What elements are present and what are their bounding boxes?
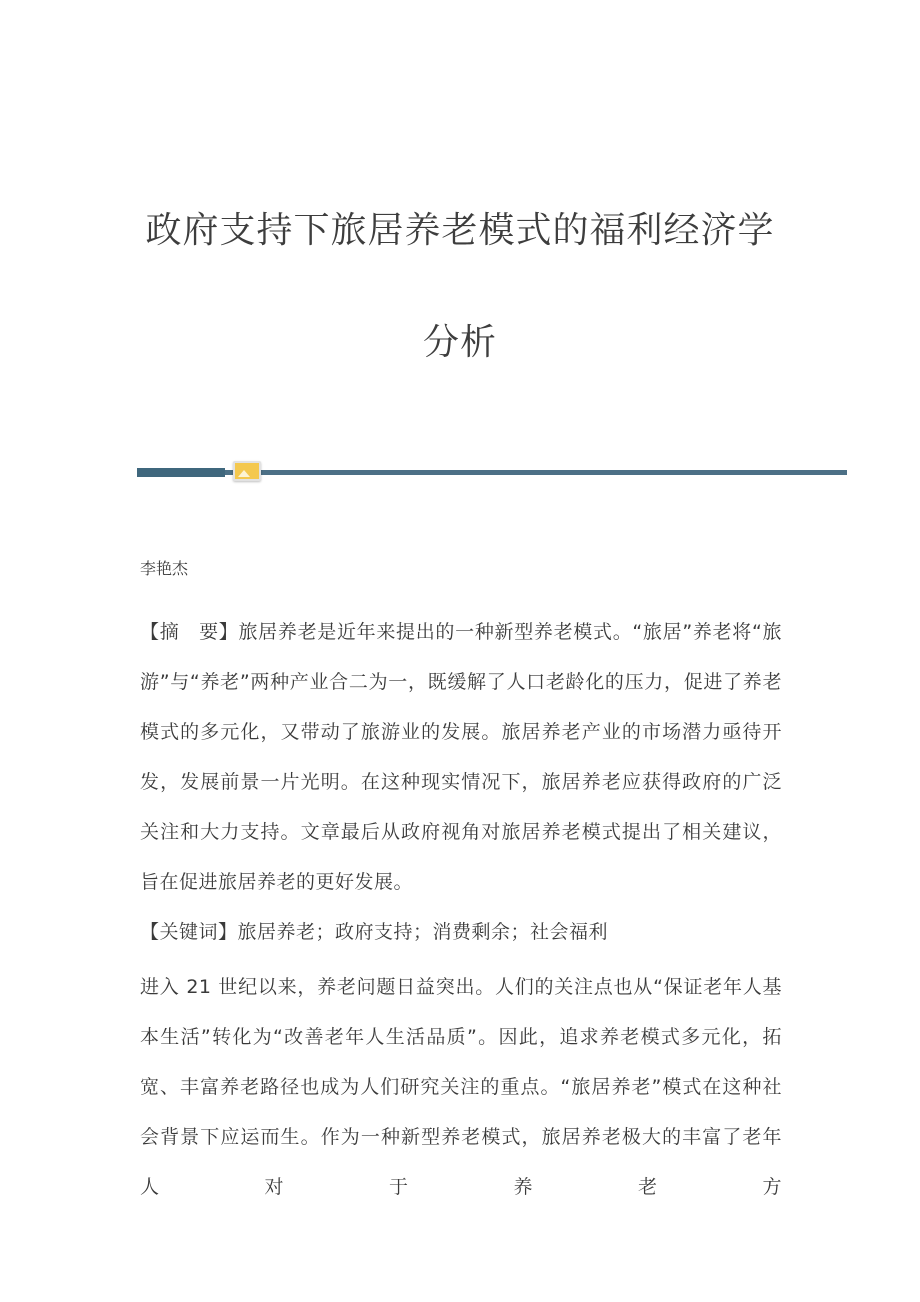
image-thumbnail-icon — [233, 461, 261, 481]
document-title-line1: 政府支持下旅居养老模式的福利经济学 — [145, 210, 775, 251]
document-title-line2: 分析 — [422, 322, 497, 363]
author-name: 李艳杰 — [140, 559, 189, 578]
body-paragraph: 进入 21 世纪以来，养老问题日益突出。人们的关注点也从“保证老年人基本生活”转化为“改善老年人生活品质”。因此，追求养老模式多元化，拓宽、丰富养老路径也成为人们研究关注的重点。“旅居养老”模式在这种社会背景下应运而生。作为一种新型养老模式，旅居养老极大的丰富了老年人对于养老方 — [140, 976, 782, 1198]
divider-left-cap — [137, 468, 225, 477]
title-divider — [137, 468, 847, 477]
abstract-paragraph: 【摘 要】旅居养老是近年来提出的一种新型养老模式。“旅居”养老将“旅游”与“养老”两种产业合二为一，既缓解了人口老龄化的压力，促进了养老模式的多元化，又带动了旅游业的发展。旅居养老产业的市场潜力亟待开发，发展前景一片光明。在这种现实情况下，旅居养老应获得政府的广泛关注和大力支持。文章最后从政府视角对旅居养老模式提出了相关建议，旨在促进旅居养老的更好发展。 — [140, 621, 782, 893]
keywords-line: 【关键词】旅居养老；政府支持；消费剩余；社会福利 — [140, 921, 609, 943]
